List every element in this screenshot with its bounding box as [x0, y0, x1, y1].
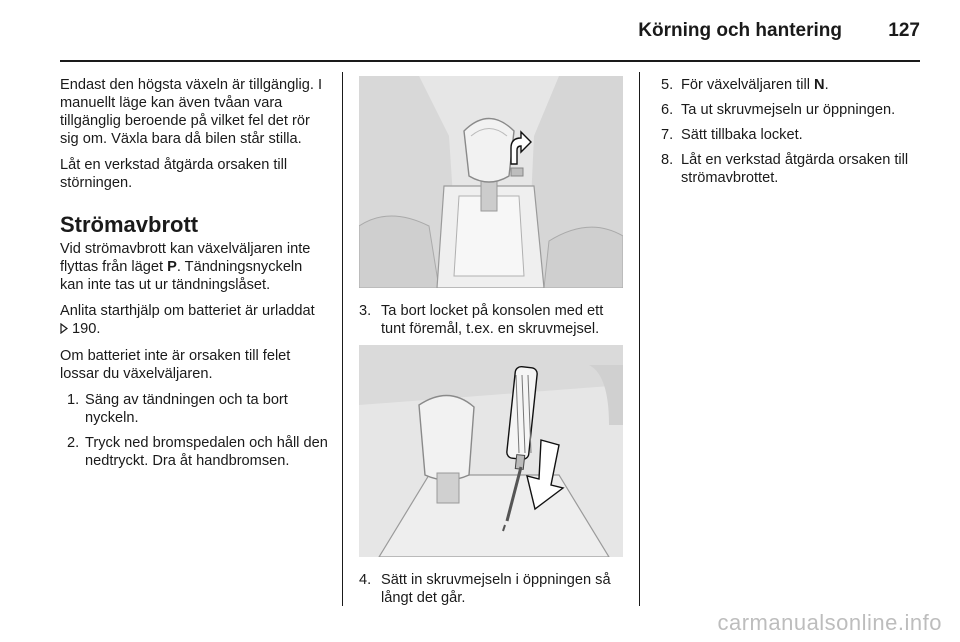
steps-list-3 — [661, 76, 923, 187]
section-heading-power-failure: Strömavbrott — [60, 212, 199, 237]
column-divider-right — [639, 72, 640, 606]
page-header — [0, 0, 960, 60]
illustration-gear-lever-cover — [359, 76, 623, 288]
list-item: 1. Säng av tändningen och ta bort nyckeln. — [67, 392, 288, 426]
list-item: 6. Ta ut skruvmejseln ur öppningen. — [661, 102, 896, 118]
paragraph-release-selector: Om batteriet inte är orsaken till felet lossar du växelväljaren. — [60, 348, 291, 382]
steps-list-2b — [359, 571, 623, 607]
list-item: 4. Sätt in skruvmejseln i öppningen så långt det går. — [359, 572, 611, 606]
gear-position-n: N — [814, 77, 825, 93]
column-divider-left — [342, 72, 343, 606]
page-reference-link[interactable]: 190 — [72, 321, 97, 337]
list-item: 8. Låt en verkstad åtgärda orsaken till strömavbrottet. — [661, 152, 909, 186]
list-item: 7. Sätt tillbaka locket. — [661, 127, 803, 143]
paragraph-power-failure: Vid strömavbrott kan växelväljaren inte flyttas från läget P. Tändningsnyckeln kan inte tas ut ur tändningslåset. — [60, 241, 311, 293]
text-column-1 — [60, 76, 328, 477]
section-title: Körning och hantering — [638, 20, 842, 41]
text-column-2 — [359, 76, 623, 614]
steps-list-2a — [359, 302, 623, 338]
steps-list-1 — [60, 391, 328, 470]
cross-reference-icon — [60, 321, 68, 339]
illustration-screwdriver-insert — [359, 345, 623, 557]
page-number: 127 — [888, 20, 920, 41]
gear-position-p: P — [167, 259, 177, 275]
paragraph-workshop: Låt en verkstad åtgärda orsaken till störningen. — [60, 157, 288, 191]
paragraph-fallback-gear: Endast den högsta växeln är tillgänglig. I manuellt läge kan även tvåan vara tillgänglig beroende på vilket fel det rör sig om. Växla bara då bilen står stilla. — [60, 77, 323, 147]
header-divider — [60, 60, 920, 62]
list-item: 5. För växelväljaren till N. — [661, 77, 829, 93]
text-column-3 — [661, 76, 923, 194]
list-item: 2. Tryck ned bromspedalen och håll den nedtryckt. Dra åt handbromsen. — [67, 435, 328, 469]
paragraph-jump-start: Anlita starthjälp om batteriet är urladdat 190. — [60, 303, 315, 337]
list-item: 3. Ta bort locket på konsolen med ett tunt föremål, t.ex. en skruvmejsel. — [359, 303, 604, 337]
watermark: carmanualsonline.info — [717, 610, 942, 635]
